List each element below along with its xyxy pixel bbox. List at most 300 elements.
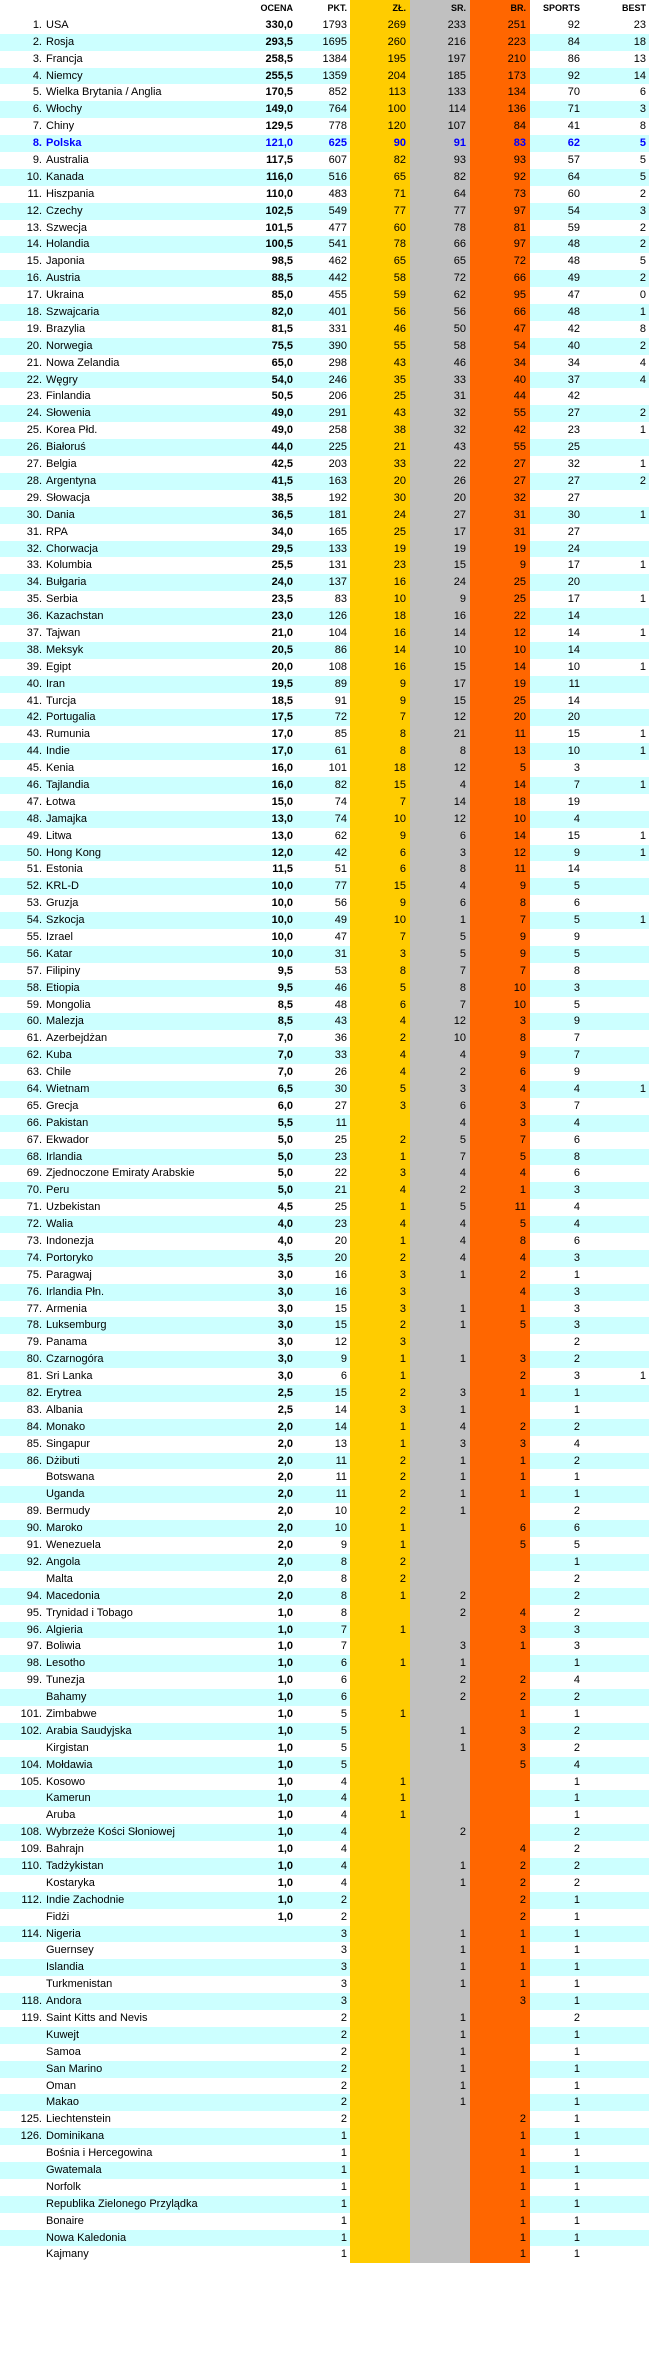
- rank-cell: 31.: [26, 525, 42, 538]
- country-name: Tajwan: [46, 626, 81, 639]
- table-row: [0, 236, 649, 253]
- country-name: Egipt: [46, 660, 72, 673]
- table-row: [0, 1149, 649, 1166]
- sports-cell: 15: [567, 829, 580, 842]
- points-cell: 298: [328, 356, 347, 369]
- country-name: Bermudy: [46, 1505, 91, 1518]
- country-name: Białoruś: [46, 441, 86, 454]
- sports-cell: 14: [567, 626, 580, 639]
- rank-cell: [0, 1807, 44, 1824]
- table-row: [0, 287, 649, 304]
- best-cell: 5: [639, 154, 646, 167]
- gold-cell: 6: [350, 861, 410, 878]
- country-name: Francja: [46, 52, 83, 65]
- bronze-cell: 2: [470, 1672, 530, 1689]
- sports-cell: 1: [573, 2180, 580, 2193]
- gold-cell: 1: [350, 1199, 410, 1216]
- sports-cell: 34: [567, 356, 580, 369]
- score-cell: 1,0: [277, 1893, 293, 1906]
- sports-cell: 7: [573, 1049, 580, 1062]
- points-cell: 477: [328, 221, 347, 234]
- country-name: Fidżi: [46, 1910, 70, 1923]
- country-name: Nigeria: [46, 1927, 81, 1940]
- country-name: Turkmenistan: [46, 1978, 113, 1991]
- silver-cell: 31: [410, 388, 470, 405]
- rank-cell: 56.: [26, 947, 42, 960]
- table-row: [0, 220, 649, 237]
- table-row: [0, 169, 649, 186]
- rank-cell: 67.: [26, 1133, 42, 1146]
- points-cell: 77: [334, 880, 347, 893]
- bronze-cell: 40: [470, 372, 530, 389]
- score-cell: 75,5: [271, 339, 293, 352]
- best-cell: 1: [639, 829, 646, 842]
- sports-cell: 1: [573, 2130, 580, 2143]
- best-cell: [590, 524, 649, 541]
- score-cell: 10,0: [271, 930, 293, 943]
- rank-cell: 17.: [26, 289, 42, 302]
- table-row: [0, 1976, 649, 1993]
- points-cell: 852: [328, 86, 347, 99]
- rank-cell: [0, 1571, 44, 1588]
- score-cell: 13,0: [271, 829, 293, 842]
- table-row: [0, 1824, 649, 1841]
- silver-cell: 1: [410, 2061, 470, 2078]
- best-cell: 1: [639, 559, 646, 572]
- points-cell: 5: [340, 1707, 347, 1720]
- sports-cell: 2: [573, 1691, 580, 1704]
- silver-cell: 27: [410, 507, 470, 524]
- score-cell: 49,0: [271, 424, 293, 437]
- table-row: [0, 338, 649, 355]
- bronze-cell: 97: [470, 203, 530, 220]
- rank-cell: 41.: [26, 694, 42, 707]
- points-cell: 8: [340, 1606, 347, 1619]
- silver-cell: 8: [410, 743, 470, 760]
- silver-cell: 17: [410, 676, 470, 693]
- score-cell: [260, 2111, 293, 2128]
- best-cell: [590, 1689, 649, 1706]
- points-cell: 15: [334, 1319, 347, 1332]
- silver-cell: 107: [410, 118, 470, 135]
- rank-cell: 21.: [26, 356, 42, 369]
- header-points: PKT.: [327, 3, 347, 13]
- country-name: Czechy: [46, 204, 83, 217]
- sports-cell: 4: [573, 1201, 580, 1214]
- silver-cell: 24: [410, 574, 470, 591]
- best-cell: [590, 642, 649, 659]
- gold-cell: 9: [350, 676, 410, 693]
- rank-cell: 1.: [32, 18, 42, 31]
- bronze-cell: 1: [470, 2145, 530, 2162]
- silver-cell: [410, 2145, 470, 2162]
- bronze-cell: 5: [470, 1537, 530, 1554]
- best-cell: [590, 1216, 649, 1233]
- country-name: Zjednoczone Emiraty Arabskie: [46, 1167, 195, 1180]
- points-cell: 53: [334, 964, 347, 977]
- gold-cell: 120: [350, 118, 410, 135]
- gold-cell: 204: [350, 68, 410, 85]
- rank-cell: 114.: [21, 1927, 42, 1940]
- rank-cell: 83.: [26, 1403, 42, 1416]
- best-cell: [590, 997, 649, 1014]
- points-cell: 3: [340, 1995, 347, 2008]
- score-cell: 5,0: [277, 1184, 293, 1197]
- points-cell: 2: [340, 2079, 347, 2092]
- bronze-cell: 10: [470, 997, 530, 1014]
- bronze-cell: [470, 1554, 530, 1571]
- table-row: [0, 811, 649, 828]
- best-cell: [590, 2230, 649, 2247]
- rank-cell: 76.: [26, 1285, 42, 1298]
- silver-cell: 1: [410, 2044, 470, 2061]
- country-name: Kuwejt: [46, 2028, 80, 2041]
- gold-cell: 4: [350, 1216, 410, 1233]
- gold-cell: 1: [350, 1807, 410, 1824]
- silver-cell: [410, 1520, 470, 1537]
- gold-cell: 77: [350, 203, 410, 220]
- score-cell: 2,0: [277, 1454, 293, 1467]
- gold-cell: 3: [350, 1284, 410, 1301]
- sports-cell: 1: [573, 2147, 580, 2160]
- points-cell: 1359: [322, 69, 347, 82]
- score-cell: [260, 1993, 293, 2010]
- score-cell: 101,5: [265, 221, 293, 234]
- sports-cell: 1: [573, 1961, 580, 1974]
- country-name: Argentyna: [46, 474, 97, 487]
- score-cell: 81,5: [271, 322, 293, 335]
- gold-cell: 15: [350, 777, 410, 794]
- country-name: Kenia: [46, 762, 75, 775]
- sports-cell: 1: [573, 1893, 580, 1906]
- points-cell: 11: [335, 1471, 347, 1484]
- gold-cell: 58: [350, 270, 410, 287]
- bronze-cell: 13: [470, 743, 530, 760]
- score-cell: 18,5: [271, 694, 293, 707]
- score-cell: 2,0: [277, 1471, 293, 1484]
- rank-cell: 73.: [26, 1235, 42, 1248]
- points-cell: 21: [334, 1184, 347, 1197]
- country-name: Węgry: [46, 373, 78, 386]
- table-row: [0, 1926, 649, 1943]
- score-cell: 19,5: [271, 677, 293, 690]
- bronze-cell: 2: [470, 1858, 530, 1875]
- points-cell: 74: [334, 795, 347, 808]
- silver-cell: [410, 2111, 470, 2128]
- gold-cell: 9: [350, 828, 410, 845]
- rank-cell: [0, 2094, 44, 2111]
- country-name: Hong Kong: [46, 846, 102, 859]
- sports-cell: 1: [573, 1387, 580, 1400]
- gold-cell: [350, 1942, 410, 1959]
- sports-cell: 1: [573, 2164, 580, 2176]
- table-row: [0, 1638, 649, 1655]
- header-sports: SPORTS: [542, 3, 580, 13]
- country-name: Boliwia: [46, 1640, 81, 1653]
- best-cell: 2: [639, 339, 646, 352]
- sports-cell: 1: [573, 2113, 580, 2126]
- table-row: [0, 743, 649, 760]
- bronze-cell: 97: [470, 236, 530, 253]
- best-cell: [590, 2010, 649, 2027]
- table-row: [0, 2128, 649, 2145]
- points-cell: 85: [334, 728, 347, 741]
- table-row: [0, 1216, 649, 1233]
- bronze-cell: 1: [470, 2246, 530, 2263]
- bronze-cell: 81: [470, 220, 530, 237]
- rank-cell: 54.: [26, 914, 42, 927]
- silver-cell: 43: [410, 439, 470, 456]
- header-row: [0, 0, 649, 17]
- score-cell: 44,0: [271, 441, 293, 454]
- sports-cell: 9: [573, 846, 580, 859]
- best-cell: [590, 1149, 649, 1166]
- sports-cell: 25: [567, 441, 580, 454]
- best-cell: 2: [639, 272, 646, 285]
- sports-cell: 11: [568, 677, 580, 690]
- gold-cell: 2: [350, 1554, 410, 1571]
- points-cell: 33: [334, 1049, 347, 1062]
- bronze-cell: 134: [470, 84, 530, 101]
- gold-cell: 33: [350, 456, 410, 473]
- silver-cell: 12: [410, 709, 470, 726]
- table-row: [0, 726, 649, 743]
- sports-cell: 2: [573, 1420, 580, 1433]
- rank-cell: 71.: [26, 1201, 42, 1214]
- table-row: [0, 1013, 649, 1030]
- score-cell: 98,5: [271, 255, 293, 268]
- table-row: [0, 709, 649, 726]
- score-cell: 258,5: [265, 52, 293, 65]
- gold-cell: 4: [350, 1047, 410, 1064]
- gold-cell: 43: [350, 355, 410, 372]
- sports-cell: 47: [567, 289, 580, 302]
- silver-cell: [410, 1554, 470, 1571]
- gold-cell: [350, 1723, 410, 1740]
- country-name: Azerbejdżan: [46, 1032, 108, 1045]
- country-name: Litwa: [46, 829, 72, 842]
- table-row: [0, 1959, 649, 1976]
- best-cell: 8: [639, 322, 646, 335]
- country-name: Norwegia: [46, 339, 93, 352]
- sports-cell: 1: [573, 1809, 580, 1822]
- bronze-cell: [470, 1807, 530, 1824]
- score-cell: 1,0: [277, 1876, 293, 1889]
- country-name: Tadżykistan: [46, 1859, 104, 1872]
- silver-cell: 14: [410, 794, 470, 811]
- score-cell: 20,0: [271, 660, 293, 673]
- silver-cell: 3: [410, 1436, 470, 1453]
- best-cell: [590, 1942, 649, 1959]
- country-name: Kajmany: [46, 2248, 89, 2261]
- table-row: [0, 2010, 649, 2027]
- best-cell: [590, 1959, 649, 1976]
- silver-cell: 4: [410, 1047, 470, 1064]
- points-cell: 7: [340, 1623, 347, 1636]
- points-cell: 165: [328, 525, 347, 538]
- silver-cell: 17: [410, 524, 470, 541]
- points-cell: 2: [340, 2011, 347, 2024]
- sports-cell: 8: [573, 964, 580, 977]
- bronze-cell: [470, 1402, 530, 1419]
- bronze-cell: 1: [470, 1453, 530, 1470]
- table-row: [0, 1301, 649, 1318]
- country-name: Filipiny: [46, 964, 81, 977]
- sports-cell: 2: [573, 1572, 580, 1585]
- points-cell: 462: [328, 255, 347, 268]
- silver-cell: 1: [410, 1976, 470, 1993]
- score-cell: 1,0: [277, 1843, 293, 1856]
- gold-cell: 1: [350, 1520, 410, 1537]
- bronze-cell: 11: [470, 861, 530, 878]
- best-cell: [590, 1503, 649, 1520]
- table-row: [0, 1757, 649, 1774]
- bronze-cell: [470, 1588, 530, 1605]
- score-cell: 330,0: [265, 18, 293, 31]
- points-cell: 1: [340, 2130, 347, 2143]
- points-cell: 48: [334, 998, 347, 1011]
- sports-cell: 48: [567, 306, 580, 319]
- score-cell: 3,0: [277, 1336, 293, 1349]
- score-cell: 36,5: [271, 508, 293, 521]
- points-cell: 5: [340, 1724, 347, 1737]
- rank-cell: 78.: [26, 1319, 42, 1332]
- best-cell: [590, 1976, 649, 1993]
- country-name: Nowa Zelandia: [46, 356, 120, 369]
- table-row: [0, 659, 649, 676]
- country-name: Portugalia: [46, 711, 96, 724]
- sports-cell: 1: [573, 2214, 580, 2227]
- best-cell: [590, 2246, 649, 2263]
- table-row: [0, 1723, 649, 1740]
- bronze-cell: 18: [470, 794, 530, 811]
- gold-cell: 9: [350, 693, 410, 710]
- country-name: Portoryko: [46, 1251, 94, 1264]
- points-cell: 2: [340, 2045, 347, 2058]
- table-row: [0, 2044, 649, 2061]
- points-cell: 8: [340, 1555, 347, 1568]
- gold-cell: 2: [350, 1486, 410, 1503]
- rank-cell: 64.: [26, 1083, 42, 1095]
- gold-cell: 30: [350, 490, 410, 507]
- country-name: Łotwa: [46, 795, 76, 808]
- table-row: [0, 760, 649, 777]
- table-row: [0, 34, 649, 51]
- country-name: Liechtenstein: [46, 2113, 111, 2126]
- points-cell: 483: [328, 187, 347, 200]
- table-row: [0, 1351, 649, 1368]
- silver-cell: 7: [410, 1149, 470, 1166]
- points-cell: 6: [340, 1657, 347, 1670]
- score-cell: 5,0: [277, 1133, 293, 1146]
- score-cell: [260, 2094, 293, 2111]
- gold-cell: [350, 1858, 410, 1875]
- rank-cell: 14.: [26, 238, 42, 251]
- silver-cell: 1: [410, 912, 470, 929]
- rank-cell: [0, 2044, 44, 2061]
- score-cell: 116,0: [266, 170, 293, 183]
- rank-cell: [0, 1689, 44, 1706]
- score-cell: 1,0: [277, 1859, 293, 1872]
- sports-cell: 3: [573, 762, 580, 775]
- silver-cell: 2: [410, 1605, 470, 1622]
- silver-cell: 114: [410, 101, 470, 118]
- score-cell: 23,0: [271, 610, 293, 623]
- bronze-cell: 251: [470, 17, 530, 34]
- country-name: Gwatemala: [46, 2164, 102, 2176]
- bronze-cell: 83: [470, 135, 530, 152]
- score-cell: [260, 2246, 293, 2263]
- bronze-cell: 8: [470, 1233, 530, 1250]
- best-cell: 5: [639, 170, 646, 183]
- country-name: Wybrzeże Kości Słoniowej: [46, 1826, 175, 1839]
- table-row: [0, 1520, 649, 1537]
- gold-cell: 16: [350, 659, 410, 676]
- gold-cell: 15: [350, 878, 410, 895]
- gold-cell: 10: [350, 591, 410, 608]
- gold-cell: 269: [350, 17, 410, 34]
- silver-cell: 4: [410, 1250, 470, 1267]
- bronze-cell: 14: [470, 659, 530, 676]
- score-cell: [260, 2179, 293, 2196]
- score-cell: 1,0: [277, 1792, 293, 1805]
- score-cell: 29,5: [271, 542, 293, 555]
- table-row: [0, 794, 649, 811]
- score-cell: 2,5: [277, 1403, 293, 1416]
- rank-cell: 29.: [26, 491, 42, 504]
- bronze-cell: 55: [470, 405, 530, 422]
- gold-cell: 3: [350, 946, 410, 963]
- table-row: [0, 861, 649, 878]
- score-cell: 11,5: [272, 863, 293, 876]
- table-row: [0, 1115, 649, 1132]
- country-name: Korea Płd.: [46, 424, 98, 437]
- sports-cell: 4: [573, 1437, 580, 1450]
- best-cell: 2: [639, 238, 646, 251]
- rank-cell: 112.: [21, 1893, 42, 1906]
- bronze-cell: 5: [470, 1149, 530, 1166]
- gold-cell: 1: [350, 1351, 410, 1368]
- best-cell: [590, 2196, 649, 2213]
- table-row: [0, 777, 649, 794]
- best-cell: [590, 1875, 649, 1892]
- country-name: Dżibuti: [46, 1454, 80, 1467]
- sports-cell: 5: [573, 880, 580, 893]
- best-cell: [590, 439, 649, 456]
- bronze-cell: 12: [470, 625, 530, 642]
- bronze-cell: [470, 2078, 530, 2095]
- score-cell: 7,0: [277, 1049, 293, 1062]
- table-row: [0, 2027, 649, 2044]
- silver-cell: 2: [410, 1824, 470, 1841]
- best-cell: 0: [639, 289, 646, 302]
- best-cell: [590, 1858, 649, 1875]
- country-name: Jamajka: [46, 812, 87, 825]
- points-cell: 4: [340, 1859, 347, 1872]
- best-cell: [590, 1199, 649, 1216]
- bronze-cell: 55: [470, 439, 530, 456]
- sports-cell: 24: [567, 542, 580, 555]
- score-cell: 17,0: [271, 728, 293, 741]
- points-cell: 8: [340, 1589, 347, 1602]
- sports-cell: 2: [573, 1454, 580, 1467]
- bronze-cell: 4: [470, 1165, 530, 1182]
- points-cell: 3: [340, 1944, 347, 1957]
- best-cell: 3: [639, 103, 646, 116]
- rank-cell: [0, 2027, 44, 2044]
- sports-cell: 2: [573, 1589, 580, 1602]
- points-cell: 516: [328, 170, 347, 183]
